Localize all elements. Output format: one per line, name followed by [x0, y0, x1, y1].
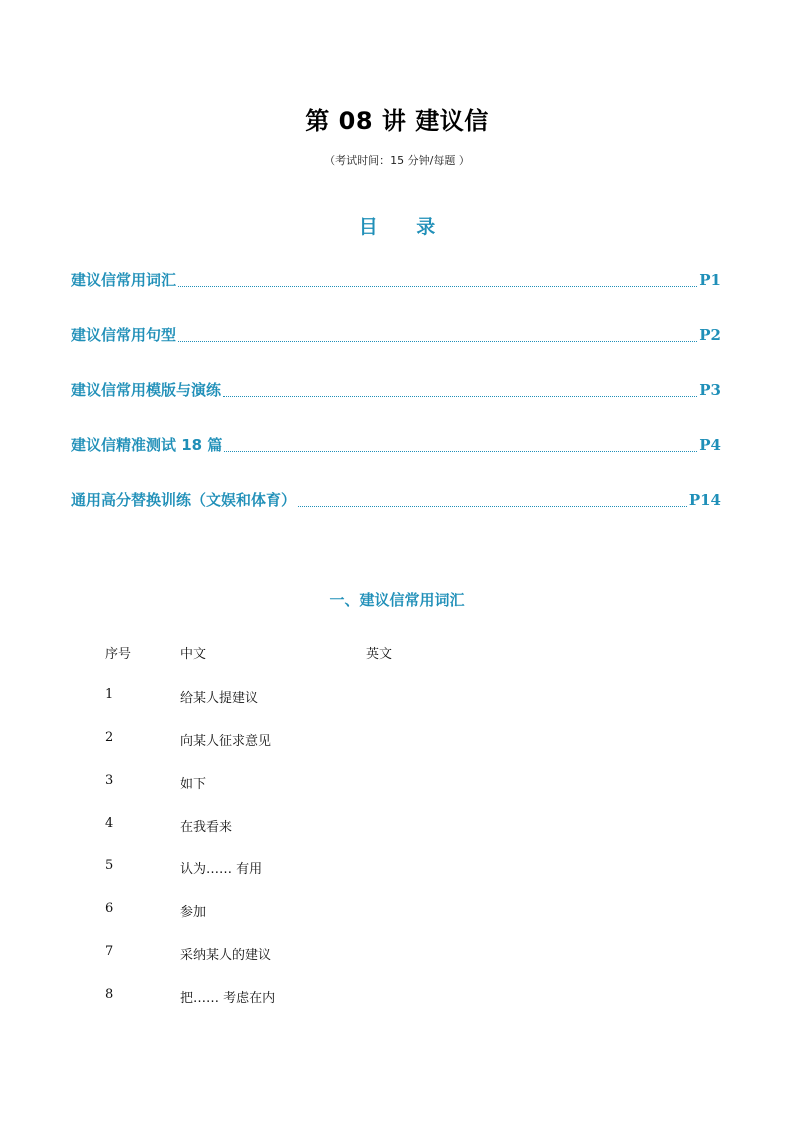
toc-dot-leader: [298, 505, 687, 507]
vocab-chinese: 向某人征求意见: [180, 734, 272, 749]
vocab-number: 6: [105, 901, 114, 916]
toc-item-page: P3: [699, 381, 721, 399]
toc-item-templates[interactable]: [71, 378, 721, 400]
exam-time-note: （考试时间：15 分钟/每题 ）: [324, 154, 470, 167]
vocab-number: 8: [105, 987, 114, 1002]
toc-item-vocabulary[interactable]: [71, 268, 721, 290]
vocab-number: 1: [105, 687, 114, 702]
column-header-number: 序号: [105, 647, 132, 662]
vocab-chinese: 采纳某人的建议: [180, 948, 272, 963]
toc-item-label: 建议信常用模版与演练: [71, 381, 222, 399]
toc-item-label: 通用高分替换训练（文娱和体育）: [71, 491, 297, 509]
toc-item-label: 建议信常用句型: [71, 326, 177, 344]
vocab-row: [0, 987, 794, 1007]
vocab-chinese: 参加: [180, 905, 207, 920]
vocab-row: [0, 858, 794, 878]
toc-item-replacement-training[interactable]: [71, 488, 721, 510]
vocab-number: 2: [105, 730, 114, 745]
toc-dot-leader: [224, 450, 697, 452]
vocab-chinese: 在我看来: [180, 820, 233, 835]
vocab-row: [0, 816, 794, 836]
vocab-number: 4: [105, 816, 114, 831]
column-header-chinese: 中文: [180, 647, 207, 662]
vocab-row: [0, 944, 794, 964]
vocab-row: [0, 901, 794, 921]
vocab-number: 3: [105, 773, 114, 788]
vocab-number: 7: [105, 944, 114, 959]
vocab-number: 5: [105, 858, 114, 873]
toc-item-page: P1: [699, 271, 721, 289]
vocab-row: [0, 687, 794, 707]
toc-item-tests[interactable]: [71, 433, 721, 455]
toc-item-page: P14: [688, 491, 721, 509]
toc-item-sentences[interactable]: [71, 323, 721, 345]
toc-dot-leader: [178, 285, 697, 287]
toc-item-label: 建议信精准测试 18 篇: [71, 436, 223, 454]
vocab-row: [0, 730, 794, 750]
vocab-chinese: 给某人提建议: [180, 691, 259, 706]
toc-heading: 目 录: [358, 216, 452, 238]
document-title: 第 08 讲 建议信: [305, 107, 489, 135]
vocab-table-header: [0, 643, 794, 663]
toc-dot-leader: [223, 395, 697, 397]
vocab-chinese: 把…… 考虑在内: [180, 991, 276, 1006]
toc-item-page: P4: [699, 436, 721, 454]
vocab-row: [0, 773, 794, 793]
vocab-chinese: 认为…… 有用: [180, 862, 263, 877]
toc-dot-leader: [178, 340, 697, 342]
column-header-english: 英文: [366, 647, 393, 662]
section-heading: 一、建议信常用词汇: [329, 591, 465, 609]
toc-item-page: P2: [699, 326, 721, 344]
vocab-chinese: 如下: [180, 777, 207, 792]
toc-item-label: 建议信常用词汇: [71, 271, 177, 289]
